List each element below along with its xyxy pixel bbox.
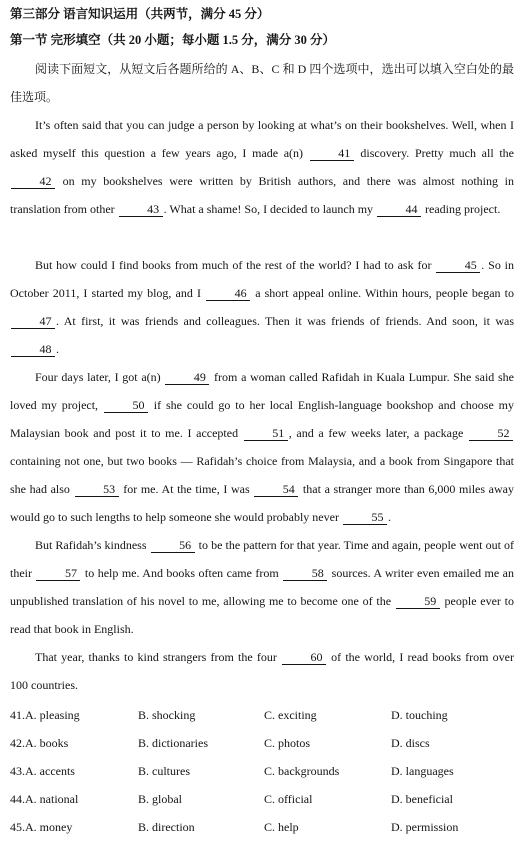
blank-56: 56 — [151, 538, 195, 553]
option-45-a: 45.A. money — [10, 820, 73, 834]
passage-text: to be the pattern for that year. Time and again, people went out of their — [10, 538, 515, 580]
passage-text: reading project. — [422, 202, 501, 216]
blank-51: 51 — [244, 426, 288, 441]
blank-60: 60 — [282, 650, 326, 665]
option-43-a: 43.A. accents — [10, 764, 75, 778]
options-row-44 — [10, 785, 514, 813]
blank-49: 49 — [165, 370, 209, 385]
blank-54: 54 — [254, 482, 298, 497]
passage-text: . So in October 2011, I started my blog, and I — [10, 258, 514, 300]
passage-paragraph-3 — [10, 363, 514, 531]
option-43-b: B. cultures — [138, 764, 190, 778]
blank-58: 58 — [283, 566, 327, 581]
passage-paragraph-2 — [10, 251, 514, 363]
passage-text: to help me. And books often came from — [81, 566, 283, 580]
option-44-a: 44.A. national — [10, 792, 79, 806]
passage-text: discovery. Pretty much all the — [354, 146, 514, 160]
passage-text: containing not one, but two books — Rafidah’s choice from Malaysia, and a book from Singapore that she had also — [10, 454, 514, 496]
blank-46: 46 — [206, 286, 250, 301]
passage-text: Four days later, I got a(n) — [35, 370, 165, 384]
options-row-41 — [10, 701, 514, 729]
option-44-d: D. beneficial — [391, 792, 453, 806]
option-42-a: 42.A. books — [10, 736, 69, 750]
option-44-b: B. global — [138, 792, 182, 806]
passage-text: That year, thanks to kind strangers from the four — [35, 650, 281, 664]
option-43-d: D. languages — [391, 764, 454, 778]
options-row-45 — [10, 813, 514, 841]
passage-text: for me. At the time, I was — [119, 482, 254, 496]
passage-text: . At first, it was friends and colleagues. Then it was friends of friends. And soon, it was — [56, 314, 514, 328]
blank-41: 41 — [310, 146, 354, 161]
passage-text: sources. A writer even emailed me an unpublished translation of his novel to me, allowing me to become one of the — [10, 566, 514, 608]
option-45-c: C. help — [264, 820, 299, 834]
passage-text: on my bookshelves were written by British authors, and there was almost nothing in translation from other — [10, 174, 514, 216]
option-45-b: B. direction — [138, 820, 195, 834]
passage-text: that a stranger more than 6,000 miles away would go to such lengths to help someone she would probably never — [10, 482, 514, 524]
option-41-b: B. shocking — [138, 708, 196, 722]
blank-47: 47 — [11, 314, 55, 329]
section-header: 第三部分 语言知识运用（共两节，满分 45 分） — [10, 7, 270, 21]
blank-59: 59 — [396, 594, 440, 609]
passage-text: , and a few weeks later, a package — [288, 426, 468, 440]
option-41-d: D. touching — [391, 708, 448, 722]
blank-57: 57 — [36, 566, 80, 581]
passage-paragraph-4 — [10, 531, 514, 643]
blank-43: 43 — [119, 202, 163, 217]
passage-text: if she could go to her local English-language bookshop and choose my Malaysian book and post it to me. I accepted — [10, 398, 515, 440]
option-44-c: C. official — [264, 792, 313, 806]
blank-50: 50 — [104, 398, 148, 413]
passage-paragraph-1 — [10, 111, 514, 223]
passage-paragraph-5 — [10, 643, 514, 699]
passage-text: from a woman called Rafidah in Kuala Lumpur. She said she loved my project, — [10, 370, 514, 412]
option-42-c: C. photos — [264, 736, 311, 750]
passage-text: But Rafidah’s kindness — [35, 538, 150, 552]
blank-44: 44 — [377, 202, 421, 217]
blank-48: 48 — [11, 342, 55, 357]
subsection-header: 第一节 完形填空（共 20 小题；每小题 1.5 分，满分 30 分） — [10, 33, 336, 47]
blank-55: 55 — [343, 510, 387, 525]
passage-text: . — [387, 510, 391, 524]
option-45-d: D. permission — [391, 820, 459, 834]
option-43-c: C. backgrounds — [264, 764, 340, 778]
passage-text: people ever to read that book in English. — [10, 594, 515, 636]
blank-52: 52 — [469, 426, 513, 441]
option-41-c: C. exciting — [264, 708, 317, 722]
passage-text: a short appeal online. Within hours, people began to — [251, 286, 514, 300]
option-42-b: B. dictionaries — [138, 736, 208, 750]
instructions: 阅读下面短文，从短文后各题所给的 A、B、C 和 D 四个选项中，选出可以填入空白处的最佳选项。 — [10, 62, 514, 104]
passage-text: It’s often said that you can judge a person by looking at what’s on their bookshelves. Well, when I asked myself this question a few years ago, I made a(n) — [10, 118, 514, 160]
blank-45: 45 — [436, 258, 480, 273]
options-row-42 — [10, 729, 514, 757]
option-41-a: 41.A. pleasing — [10, 708, 80, 722]
passage-text: of the world, I read books from over 100 countries. — [10, 650, 514, 692]
passage-text: . — [56, 342, 59, 356]
passage-text: . What a shame! So, I decided to launch my — [163, 202, 377, 216]
options-row-43 — [10, 757, 514, 785]
blank-42: 42 — [11, 174, 55, 189]
passage-text: But how could I find books from much of the rest of the world? I had to ask for — [35, 258, 436, 272]
option-42-d: D. discs — [391, 736, 430, 750]
blank-53: 53 — [75, 482, 119, 497]
